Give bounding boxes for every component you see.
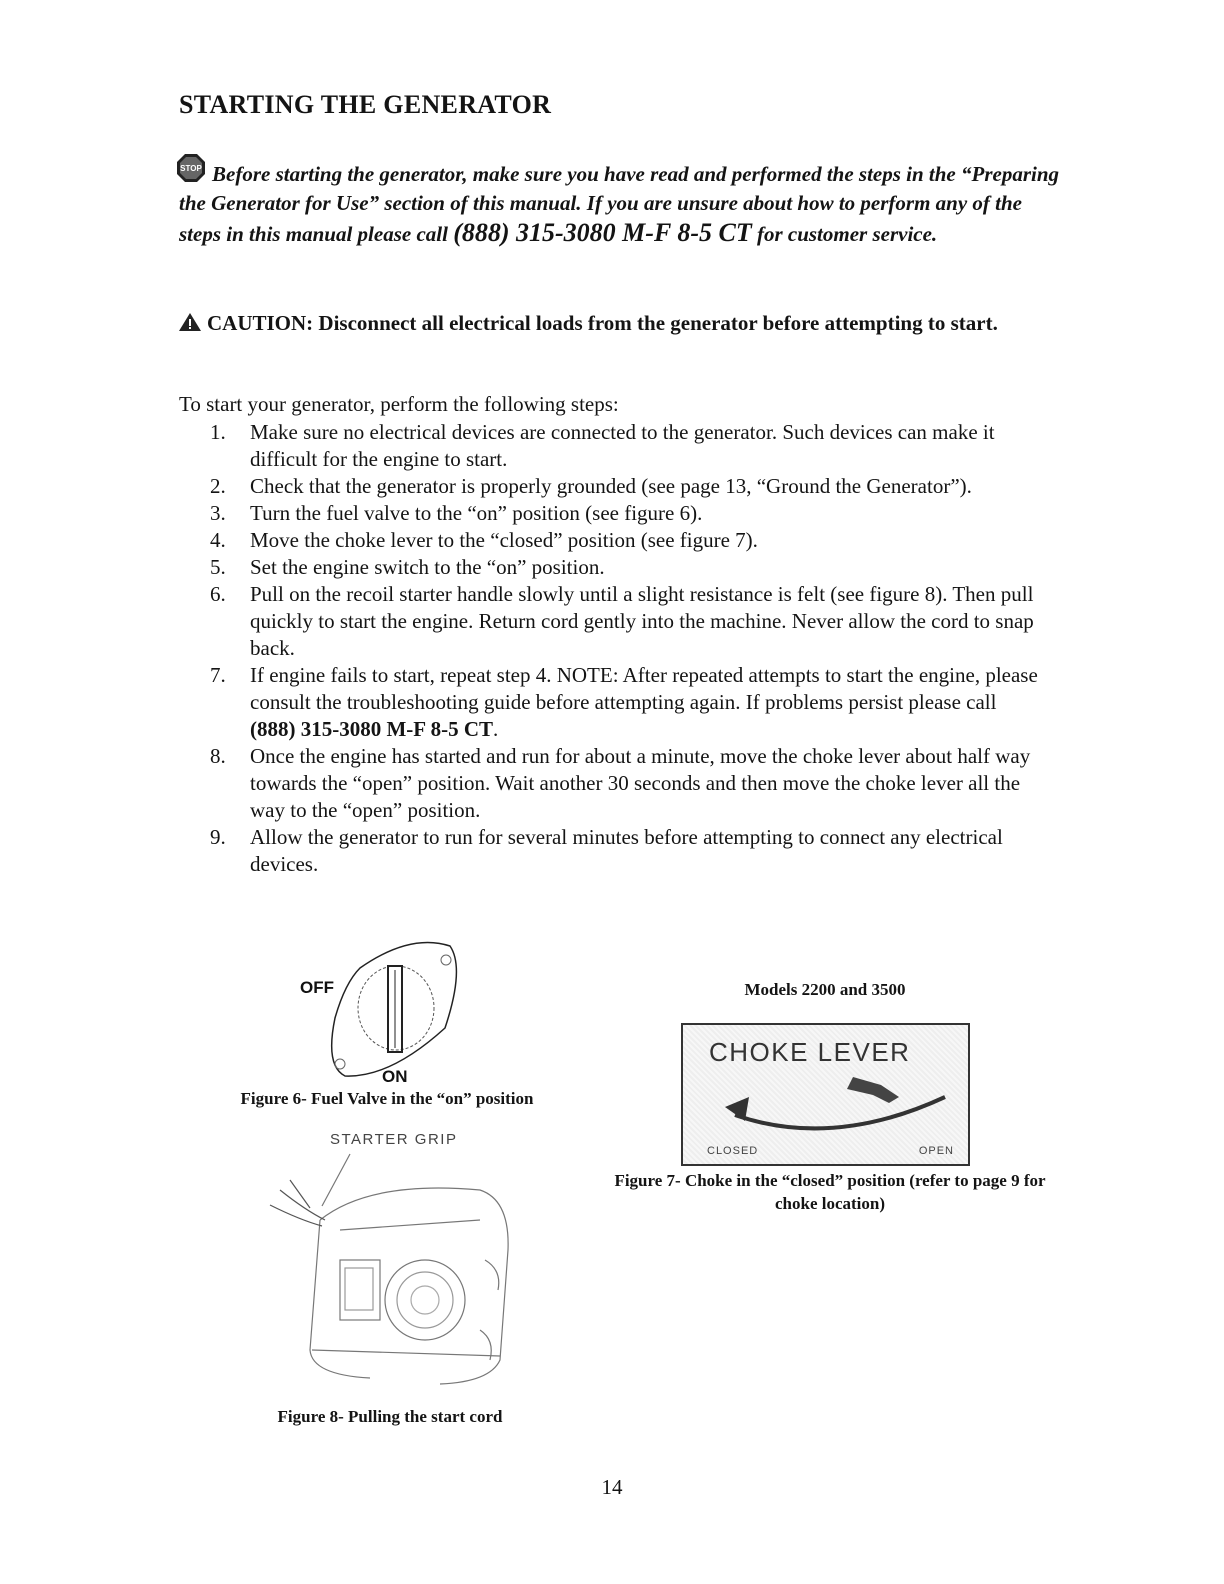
- list-item: [210, 473, 1040, 500]
- svg-text:STOP: STOP: [180, 164, 202, 173]
- list-item: [210, 527, 1040, 554]
- list-item: [210, 419, 1040, 473]
- list-item: [210, 500, 1040, 527]
- figure-6-caption: Figure 6- Fuel Valve in the “on” position: [240, 1089, 534, 1108]
- step-number: 9.: [210, 825, 226, 849]
- stop-notice: [179, 160, 1059, 249]
- fuel-valve-off-label: OFF: [300, 978, 334, 997]
- caution-notice: [179, 309, 1059, 338]
- figure-8-caption: Figure 8- Pulling the start cord: [277, 1407, 503, 1426]
- step-text: Pull on the recoil starter handle slowly until a slight resistance is felt (see figure 8). Then pull quickly to start the engine. Return cord gently into the machine. Never allow the cord to snap back.: [250, 582, 1034, 660]
- step-number: 8.: [210, 744, 226, 768]
- list-item: [210, 554, 1040, 581]
- warning-icon: [179, 313, 201, 331]
- step-text: Set the engine switch to the “on” position.: [250, 555, 605, 579]
- step-phone: (888) 315-3080 M-F 8-5 CT: [250, 717, 494, 741]
- step-number: 1.: [210, 420, 226, 444]
- step-text: If engine fails to start, repeat step 4. NOTE: After repeated attempts to start the engine, please consult the troubleshooting guide before attempting again. If problems persist please call: [250, 663, 1038, 714]
- list-item: [210, 743, 1040, 824]
- step-text: Move the choke lever to the “closed” position (see figure 7).: [250, 528, 758, 552]
- step-number: 4.: [210, 528, 226, 552]
- list-item: [210, 581, 1040, 662]
- step-number: 6.: [210, 582, 226, 606]
- list-item: [210, 662, 1040, 743]
- stop-notice-text: Before starting the generator, make sure you have read and performed the steps in the “Preparing the Generator for Use” section of this manual. If you are unsure about how to perform any of the steps in this manual please call: [179, 162, 1060, 246]
- step-number: 3.: [210, 501, 226, 525]
- figure-7-caption: Figure 7- Choke in the “closed” position (refer to page 9 for choke location): [614, 1171, 1046, 1213]
- fuel-valve-illustration: [290, 938, 470, 1088]
- generator-illustration: [250, 1150, 530, 1390]
- steps-list: [210, 419, 1040, 878]
- step-tail: .: [493, 717, 499, 741]
- step-text: Allow the generator to run for several minutes before attempting to connect any electrical devices.: [250, 825, 1003, 876]
- starter-grip-label: STARTER GRIP: [330, 1131, 458, 1148]
- page-title: STARTING THE GENERATOR: [179, 90, 552, 119]
- choke-arrow-icon: [723, 1077, 953, 1147]
- stop-notice-tail: for customer service.: [751, 222, 938, 246]
- caution-text: CAUTION: Disconnect all electrical loads from the generator before attempting to start.: [207, 311, 998, 335]
- step-text: Once the engine has started and run for about a minute, move the choke lever about half way towards the “open” position. Wait another 30 seconds and then move the choke lever all the way to the “open” position.: [250, 744, 1031, 822]
- step-text: Make sure no electrical devices are connected to the generator. Such devices can make it difficult for the engine to start.: [250, 420, 995, 471]
- step-number: 5.: [210, 555, 226, 579]
- fuel-valve-on-label: ON: [382, 1067, 408, 1086]
- step-text: Check that the generator is properly grounded (see page 13, “Ground the Generator”).: [250, 474, 972, 498]
- choke-lever-panel: [681, 1023, 970, 1166]
- choke-closed-label: CLOSED: [707, 1145, 759, 1157]
- list-item: [210, 824, 1040, 878]
- intro-text: To start your generator, perform the following steps:: [179, 392, 619, 416]
- page-number: 14: [601, 1475, 623, 1499]
- step-text: Turn the fuel valve to the “on” position (see figure 6).: [250, 501, 703, 525]
- step-number: 2.: [210, 474, 226, 498]
- choke-open-label: OPEN: [918, 1145, 954, 1157]
- choke-lever-title: CHOKE LEVER: [709, 1037, 911, 1067]
- stop-notice-phone: (888) 315-3080 M-F 8-5 CT: [453, 218, 752, 247]
- figure-7-models: Models 2200 and 3500: [744, 980, 906, 999]
- step-number: 7.: [210, 663, 226, 687]
